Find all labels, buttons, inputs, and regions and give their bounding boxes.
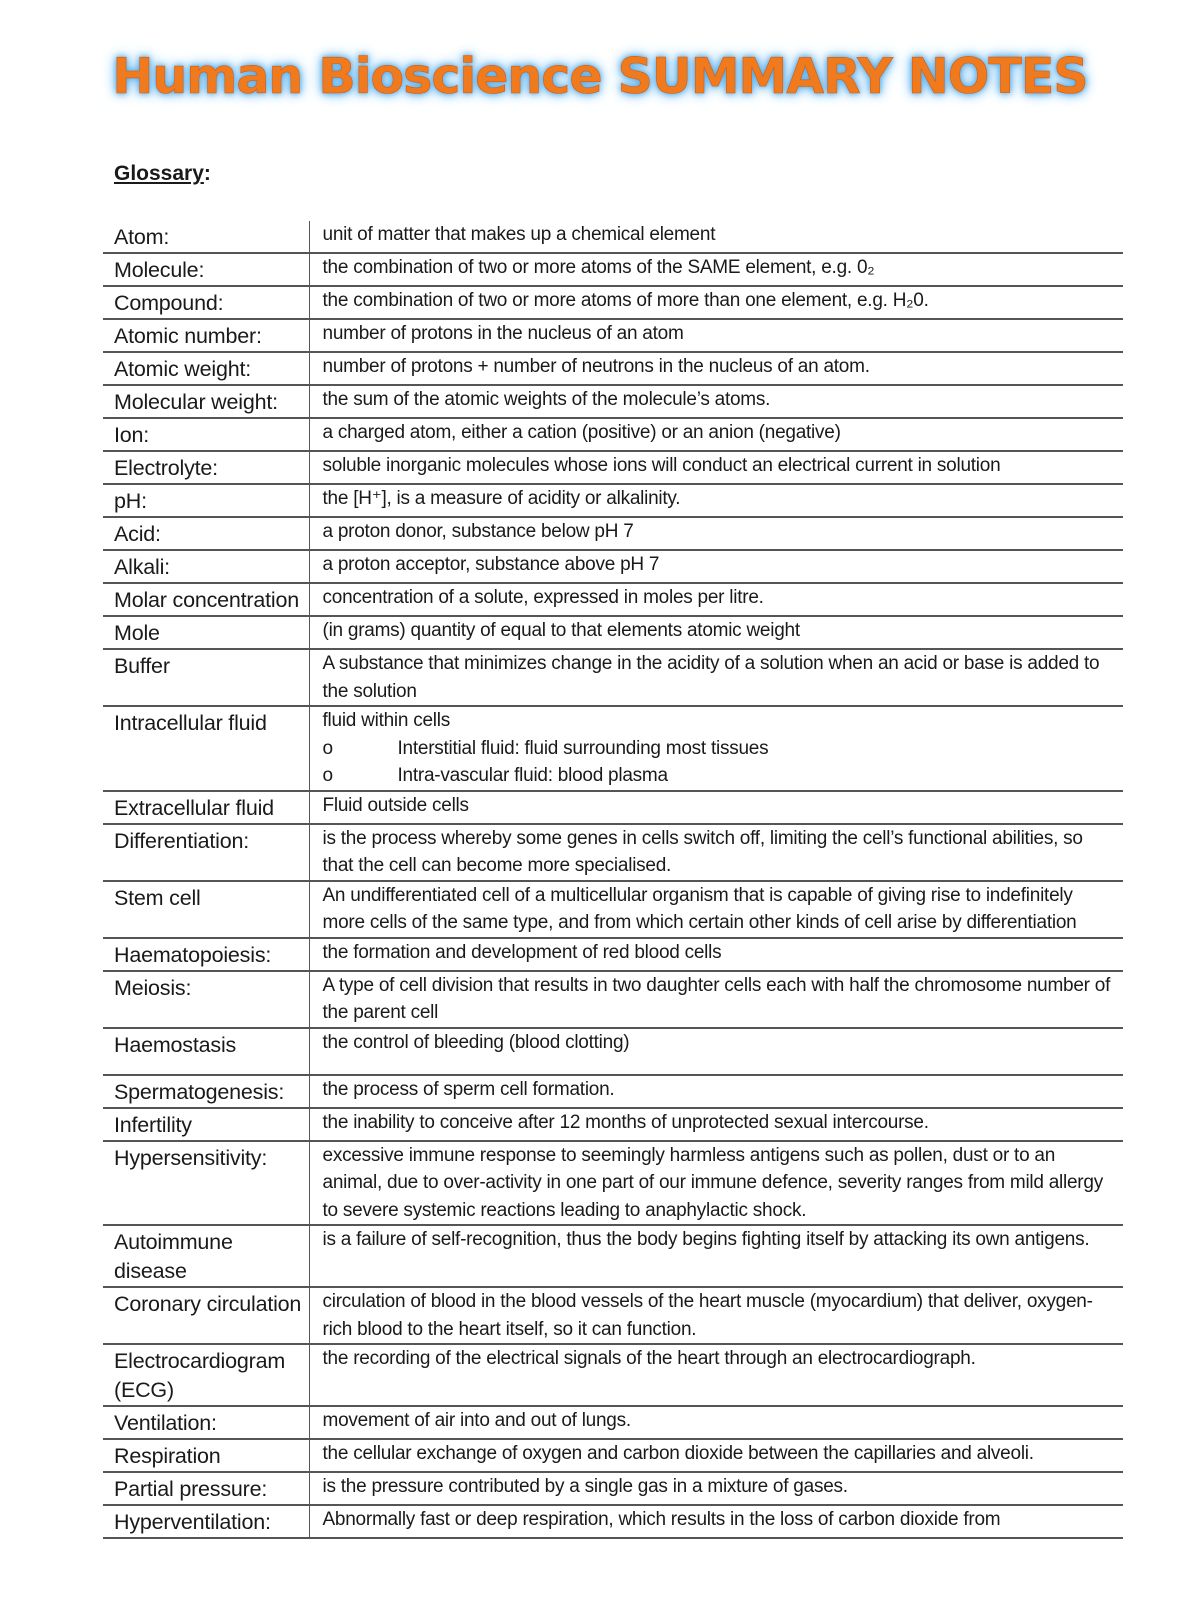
glossary-row bbox=[103, 385, 1123, 418]
sub-list-item bbox=[323, 762, 1116, 790]
glossary-row bbox=[103, 1505, 1123, 1538]
glossary-row bbox=[103, 1472, 1123, 1505]
glossary-term: Extracellular fluid bbox=[103, 791, 309, 824]
glossary-term: pH: bbox=[103, 484, 309, 517]
glossary-term: Partial pressure: bbox=[103, 1472, 309, 1505]
glossary-definition: a proton acceptor, substance above pH 7 bbox=[309, 550, 1123, 583]
glossary-row bbox=[103, 253, 1123, 286]
glossary-definition: is the pressure contributed by a single gas in a mixture of gases. bbox=[309, 1472, 1123, 1505]
glossary-definition: movement of air into and out of lungs. bbox=[309, 1406, 1123, 1439]
glossary-definition: circulation of blood in the blood vessels of the heart muscle (myocardium) that deliver, oxygen-rich blood to the heart itself, so it can function. bbox=[309, 1287, 1123, 1344]
glossary-term: Ion: bbox=[103, 418, 309, 451]
glossary-term: Meiosis: bbox=[103, 971, 309, 1028]
glossary-term: Molar concentration bbox=[103, 583, 309, 616]
glossary-heading-text: Glossary bbox=[114, 162, 204, 185]
glossary-definition: the process of sperm cell formation. bbox=[309, 1075, 1123, 1108]
glossary-definition: the sum of the atomic weights of the molecule’s atoms. bbox=[309, 385, 1123, 418]
glossary-definition: number of protons in the nucleus of an atom bbox=[309, 319, 1123, 352]
glossary-heading bbox=[114, 162, 211, 186]
glossary-row bbox=[103, 583, 1123, 616]
glossary-row bbox=[103, 971, 1123, 1028]
glossary-term: Stem cell bbox=[103, 881, 309, 938]
glossary-row bbox=[103, 286, 1123, 319]
glossary-definition: excessive immune response to seemingly harmless antigens such as pollen, dust or to an animal, due to over-activity in one part of our immune defence, severity ranges from mild allergy to severe systemic reactions leading to anaphylactic shock. bbox=[309, 1141, 1123, 1226]
glossary-row bbox=[103, 1028, 1123, 1075]
glossary-definition: the cellular exchange of oxygen and carbon dioxide between the capillaries and alveoli. bbox=[309, 1439, 1123, 1472]
glossary-row bbox=[103, 1406, 1123, 1439]
glossary-term: Compound: bbox=[103, 286, 309, 319]
glossary-term: Respiration bbox=[103, 1439, 309, 1472]
glossary-term: Autoimmune disease bbox=[103, 1225, 309, 1287]
glossary-definition: unit of matter that makes up a chemical element bbox=[309, 221, 1123, 253]
sub-list-item bbox=[323, 735, 1116, 763]
glossary-term: Coronary circulation bbox=[103, 1287, 309, 1344]
glossary-row bbox=[103, 1225, 1123, 1287]
sub-list-text: Intra-vascular fluid: blood plasma bbox=[397, 765, 668, 786]
document-title: Human Bioscience SUMMARY NOTES bbox=[112, 48, 1088, 105]
glossary-definition: soluble inorganic molecules whose ions will conduct an electrical current in solution bbox=[309, 451, 1123, 484]
glossary-row bbox=[103, 616, 1123, 649]
glossary-row bbox=[103, 791, 1123, 824]
glossary-term: Alkali: bbox=[103, 550, 309, 583]
glossary-row bbox=[103, 484, 1123, 517]
glossary-row bbox=[103, 881, 1123, 938]
glossary-definition: concentration of a solute, expressed in moles per litre. bbox=[309, 583, 1123, 616]
glossary-definition: the formation and development of red blood cells bbox=[309, 938, 1123, 971]
glossary-row bbox=[103, 1287, 1123, 1344]
glossary-term: Molecular weight: bbox=[103, 385, 309, 418]
glossary-definition: the control of bleeding (blood clotting) bbox=[309, 1028, 1123, 1075]
glossary-definition: (in grams) quantity of equal to that elements atomic weight bbox=[309, 616, 1123, 649]
glossary-term: Acid: bbox=[103, 517, 309, 550]
glossary-definition: the combination of two or more atoms of the SAME element, e.g. 0₂ bbox=[309, 253, 1123, 286]
glossary-row bbox=[103, 550, 1123, 583]
glossary-row bbox=[103, 319, 1123, 352]
glossary-table bbox=[103, 221, 1123, 1539]
glossary-definition: Abnormally fast or deep respiration, which results in the loss of carbon dioxide from bbox=[309, 1505, 1123, 1538]
glossary-row bbox=[103, 1075, 1123, 1108]
glossary-term: Atom: bbox=[103, 221, 309, 253]
glossary-term: Haematopoiesis: bbox=[103, 938, 309, 971]
definition-line: fluid within cells bbox=[322, 710, 450, 731]
glossary-row bbox=[103, 517, 1123, 550]
glossary-definition: the combination of two or more atoms of more than one element, e.g. H₂0. bbox=[309, 286, 1123, 319]
glossary-definition: A substance that minimizes change in the acidity of a solution when an acid or base is added to the solution bbox=[309, 649, 1123, 706]
glossary-term: Hypersensitivity: bbox=[103, 1141, 309, 1226]
glossary-row bbox=[103, 1141, 1123, 1226]
glossary-heading-colon: : bbox=[203, 162, 211, 185]
glossary-row bbox=[103, 706, 1123, 791]
glossary-definition: is the process whereby some genes in cells switch off, limiting the cell’s functional abilities, so that the cell can become more specialised. bbox=[309, 824, 1123, 881]
glossary-term: Buffer bbox=[103, 649, 309, 706]
sub-list-text: Interstitial fluid: fluid surrounding most tissues bbox=[397, 737, 769, 759]
glossary-definition: Fluid outside cells bbox=[309, 791, 1123, 824]
glossary-row bbox=[103, 352, 1123, 385]
glossary-term: Atomic number: bbox=[103, 319, 309, 352]
bullet-marker: o bbox=[322, 765, 333, 786]
glossary-term: Hyperventilation: bbox=[103, 1505, 309, 1538]
bullet-marker: o bbox=[322, 737, 333, 759]
glossary-term: Differentiation: bbox=[103, 824, 309, 881]
glossary-term: Ventilation: bbox=[103, 1406, 309, 1439]
glossary-term: Intracellular fluid bbox=[103, 706, 309, 791]
glossary-term: Spermatogenesis: bbox=[103, 1075, 309, 1108]
glossary-definition: An undifferentiated cell of a multicellular organism that is capable of giving rise to indefinitely more cells of the same type, and from which certain other kinds of cell arise by differentiation bbox=[309, 881, 1123, 938]
glossary-definition bbox=[309, 706, 1123, 791]
glossary-row bbox=[103, 418, 1123, 451]
glossary-definition: the recording of the electrical signals of the heart through an electrocardiograph. bbox=[309, 1344, 1123, 1406]
glossary-definition: a proton donor, substance below pH 7 bbox=[309, 517, 1123, 550]
glossary-term: Atomic weight: bbox=[103, 352, 309, 385]
glossary-term: Mole bbox=[103, 616, 309, 649]
glossary-term: Electrolyte: bbox=[103, 451, 309, 484]
glossary-row bbox=[103, 938, 1123, 971]
glossary-definition: the inability to conceive after 12 months of unprotected sexual intercourse. bbox=[309, 1108, 1123, 1141]
glossary-term: Infertility bbox=[103, 1108, 309, 1141]
glossary-row bbox=[103, 1439, 1123, 1472]
glossary-definition: number of protons + number of neutrons in the nucleus of an atom. bbox=[309, 352, 1123, 385]
glossary-definition: A type of cell division that results in two daughter cells each with half the chromosome number of the parent cell bbox=[309, 971, 1123, 1028]
glossary-term: Molecule: bbox=[103, 253, 309, 286]
glossary-term: Haemostasis bbox=[103, 1028, 309, 1075]
glossary-row bbox=[103, 1344, 1123, 1406]
glossary-term: Electrocardiogram (ECG) bbox=[103, 1344, 309, 1406]
glossary-definition: a charged atom, either a cation (positive) or an anion (negative) bbox=[309, 418, 1123, 451]
glossary-row bbox=[103, 824, 1123, 881]
glossary-definition: the [H⁺], is a measure of acidity or alkalinity. bbox=[309, 484, 1123, 517]
glossary-row bbox=[103, 221, 1123, 253]
glossary-row bbox=[103, 649, 1123, 706]
glossary-definition: is a failure of self-recognition, thus the body begins fighting itself by attacking its own antigens. bbox=[309, 1225, 1123, 1287]
glossary-row bbox=[103, 451, 1123, 484]
glossary-row bbox=[103, 1108, 1123, 1141]
